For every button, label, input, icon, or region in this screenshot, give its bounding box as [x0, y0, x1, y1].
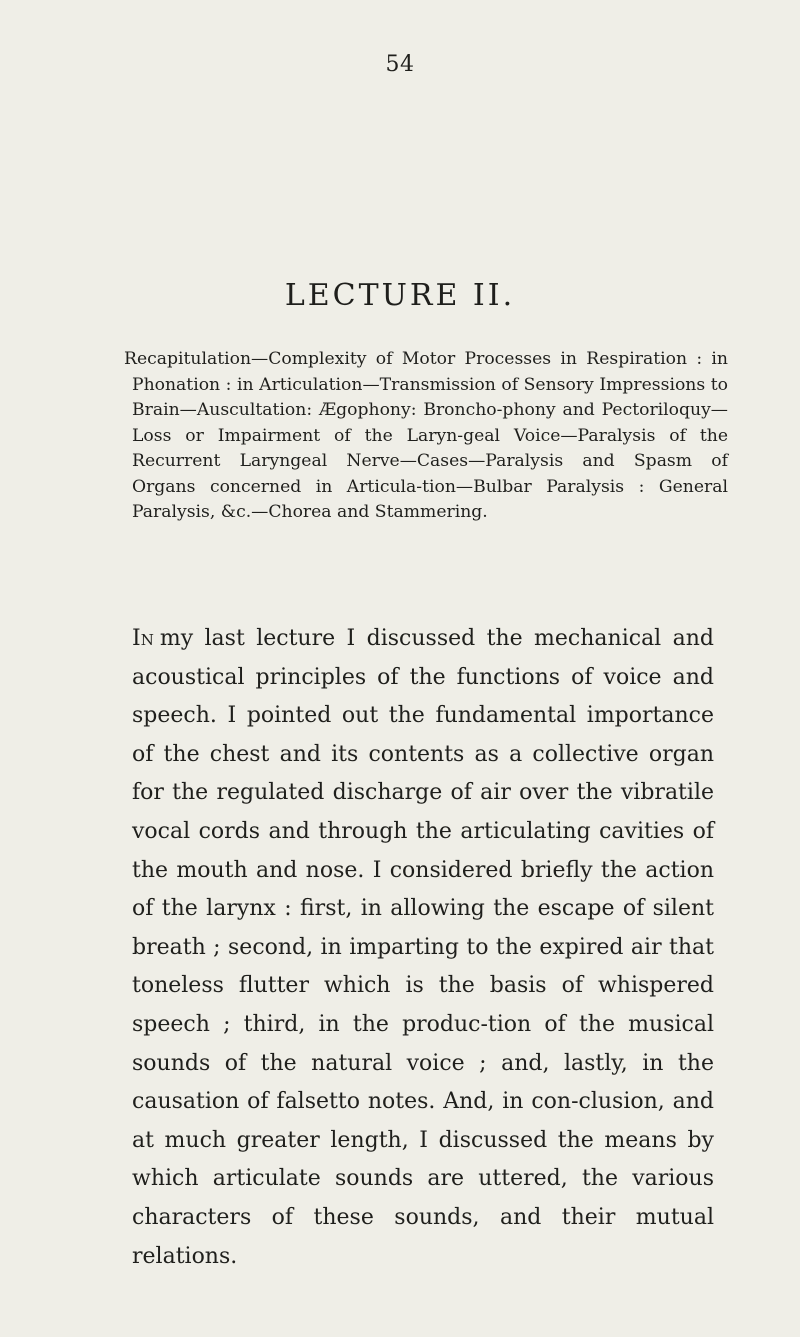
lecture-title: LECTURE II. [284, 278, 516, 313]
lecture-summary: Recapitulation—Complexity of Motor Processes in Respiration : in Phonation : in Articulation—Transmission of Sensory Impressions to Brain—Auscultation: Ægophony: Broncho-phony and Pectoriloquy—Loss or Impairment of the Laryn-geal Voice—Paralysis of the Recurrent Laryngeal Nerve—Cases—Paralysis and Spasm of Organs concerned in Articula-tion—Bulbar Paralysis : General Paralysis, &c.—Chorea and Stammering. [124, 349, 728, 522]
page-number: 54 [385, 52, 415, 77]
body-paragraph [132, 620, 714, 1276]
paragraph-lead-in: In [132, 626, 154, 651]
paragraph-text: my last lecture I discussed the mechanical and acoustical principles of the functions of voice and speech. I pointed out the fundamental importance of the chest and its contents as a collective organ for the regulated discharge of air over the vibratile vocal cords and through the articulating cavities of the mouth and nose. I considered briefly the action of the larynx : first, in allowing the escape of silent breath ; second, in imparting to the expired air that toneless flutter which is the basis of whispered speech ; third, in the produc-tion of the musical sounds of the natural voice ; and, lastly, in the causation of falsetto notes. And, in con-clusion, and at much greater length, I discussed the means by which articulate sounds are uttered, the various characters of these sounds, and their mutual relations. [132, 626, 714, 1269]
